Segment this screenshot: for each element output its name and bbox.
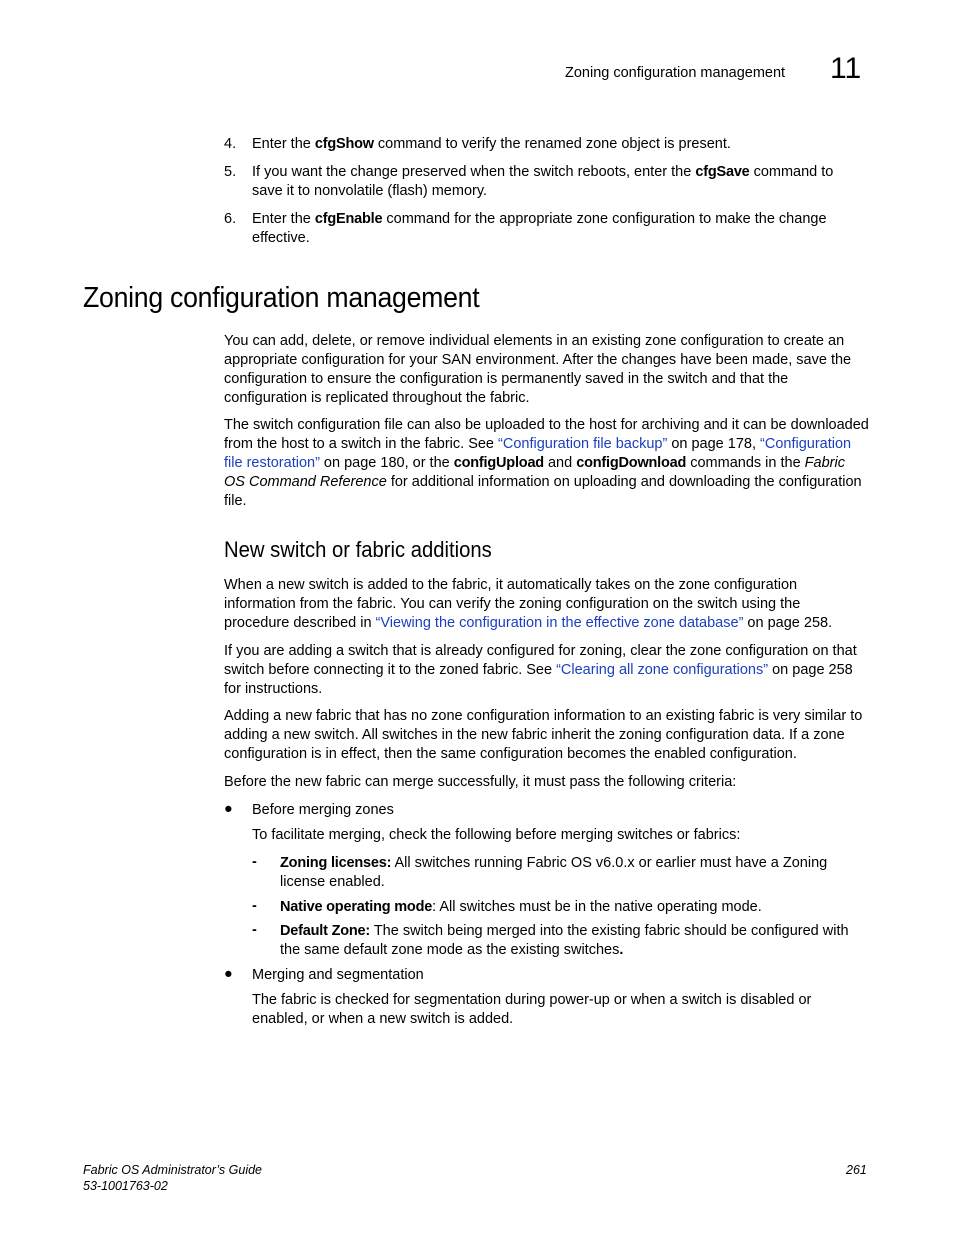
- step-text: command to save it to nonvolatile (flash) memory.: [252, 164, 834, 199]
- step-number: 5.: [224, 164, 237, 180]
- command-name: configDownload: [576, 455, 687, 471]
- bullet-label: Merging and segmentation: [252, 967, 424, 983]
- criteria-term: Native operating mode: [280, 899, 433, 915]
- link-configuration-file-backup[interactable]: “Configuration file backup”: [498, 436, 668, 452]
- step-number: 6.: [224, 211, 237, 227]
- procedure-steps: [224, 135, 864, 257]
- command-name: cfgEnable: [314, 211, 383, 227]
- criteria-item-zoning-licenses: [280, 854, 870, 892]
- running-header-title: Zoning configuration management: [565, 65, 786, 81]
- step-4: [224, 135, 864, 154]
- criteria-item-native-operating-mode: [280, 898, 870, 917]
- criteria-item-default-zone: [280, 922, 870, 960]
- step-5: [224, 163, 864, 201]
- paragraph-text: You can add, delete, or remove individual elements in an existing zone configuration to create an appropriate configuration for your SAN environment. After the changes have been made, save the configuration to ensure the configuration is permanently saved in the switch and that the configuration is replicated throughout the fabric.: [224, 333, 852, 406]
- bullet-body: The fabric is checked for segmentation during power-up or when a switch is disabled or enabled, or when a new switch is added.: [252, 992, 812, 1027]
- section-heading: Zoning configuration management: [83, 282, 480, 314]
- section-paragraph-1: [224, 332, 869, 408]
- paragraph-text: The switch configuration file can also be uploaded to the host for archiving and it can be downloaded from the host to a switch in the fabric. See: [224, 417, 869, 452]
- book-title: Fabric OS Command Reference: [224, 455, 845, 490]
- criteria-period: .: [619, 942, 624, 958]
- paragraph-text: If you are adding a switch that is already configured for zoning, clear the zone configuration on that switch before connecting it to the zoned fabric. See: [224, 643, 857, 678]
- bullet-icon: ●: [224, 966, 233, 982]
- subsection-paragraph-2: [224, 642, 869, 699]
- criteria-text: The switch being merged into the existing fabric should be configured with the same default zone mode as the existing switches: [280, 923, 849, 958]
- criteria-text: : All switches must be in the native operating mode.: [432, 899, 762, 915]
- link-viewing-effective-zone-database[interactable]: “Viewing the configuration in the effective zone database”: [375, 615, 744, 631]
- command-name: configUpload: [453, 455, 544, 471]
- criteria-text: All switches running Fabric OS v6.0.x or earlier must have a Zoning license enabled.: [280, 855, 828, 890]
- footer-guide-title: Fabric OS Administrator’s Guide: [83, 1163, 262, 1177]
- section-paragraph-2: [224, 416, 869, 511]
- page-number: 261: [846, 1163, 867, 1177]
- footer-doc-number: 53-1001763-02: [83, 1179, 168, 1193]
- paragraph-text: on page 258 for instructions.: [224, 662, 853, 697]
- footer-left: [83, 1162, 262, 1194]
- step-6: [224, 210, 864, 248]
- link-clearing-zone-configurations[interactable]: “Clearing all zone configurations”: [556, 662, 769, 678]
- paragraph-text: When a new switch is added to the fabric, it automatically takes on the zone configuration information from the fabric. You can verify the zoning configuration on the switch using the procedure described in: [224, 577, 801, 631]
- subsection-paragraph-4: [224, 773, 869, 792]
- bullet-label: Before merging zones: [252, 802, 394, 818]
- step-text: Enter the: [252, 211, 315, 227]
- step-text: Enter the: [252, 136, 315, 152]
- dash-icon: -: [252, 898, 257, 914]
- bullet-intro: To facilitate merging, check the following before merging switches or fabrics:: [252, 827, 741, 843]
- chapter-number: 11: [830, 52, 862, 85]
- paragraph-text: Before the new fabric can merge successfully, it must pass the following criteria:: [224, 774, 737, 790]
- paragraph-text: and: [543, 455, 577, 471]
- criteria-term: Zoning licenses:: [280, 855, 392, 871]
- link-configuration-file-restoration[interactable]: “Configuration file restoration”: [224, 436, 852, 471]
- paragraph-text: on page 178,: [667, 436, 761, 452]
- subsection-heading: New switch or fabric additions: [224, 537, 492, 562]
- command-name: cfgShow: [314, 136, 374, 152]
- step-text: command to verify the renamed zone object is present.: [373, 136, 731, 152]
- step-text: If you want the change preserved when the switch reboots, enter the: [252, 164, 696, 180]
- dash-icon: -: [252, 854, 257, 870]
- paragraph-text: for additional information on uploading and downloading the configuration file.: [224, 474, 862, 509]
- paragraph-text: on page 180, or the: [319, 455, 454, 471]
- subsection-paragraph-3: [224, 707, 869, 764]
- command-name: cfgSave: [695, 164, 750, 180]
- subsection-paragraph-1: [224, 576, 869, 633]
- step-number: 4.: [224, 136, 237, 152]
- criteria-term: Default Zone:: [280, 923, 371, 939]
- dash-icon: -: [252, 922, 257, 938]
- step-text: command for the appropriate zone configuration to make the change effective.: [252, 211, 827, 246]
- paragraph-text: on page 258.: [743, 615, 833, 631]
- paragraph-text: commands in the: [686, 455, 805, 471]
- paragraph-text: Adding a new fabric that has no zone configuration information to an existing fabric is very similar to adding a new switch. All switches in the new fabric inherit the zoning configuration data. If a zone configuration is in effect, then the same configuration becomes the enabled configuration.: [224, 708, 863, 762]
- bullet-icon: ●: [224, 801, 233, 817]
